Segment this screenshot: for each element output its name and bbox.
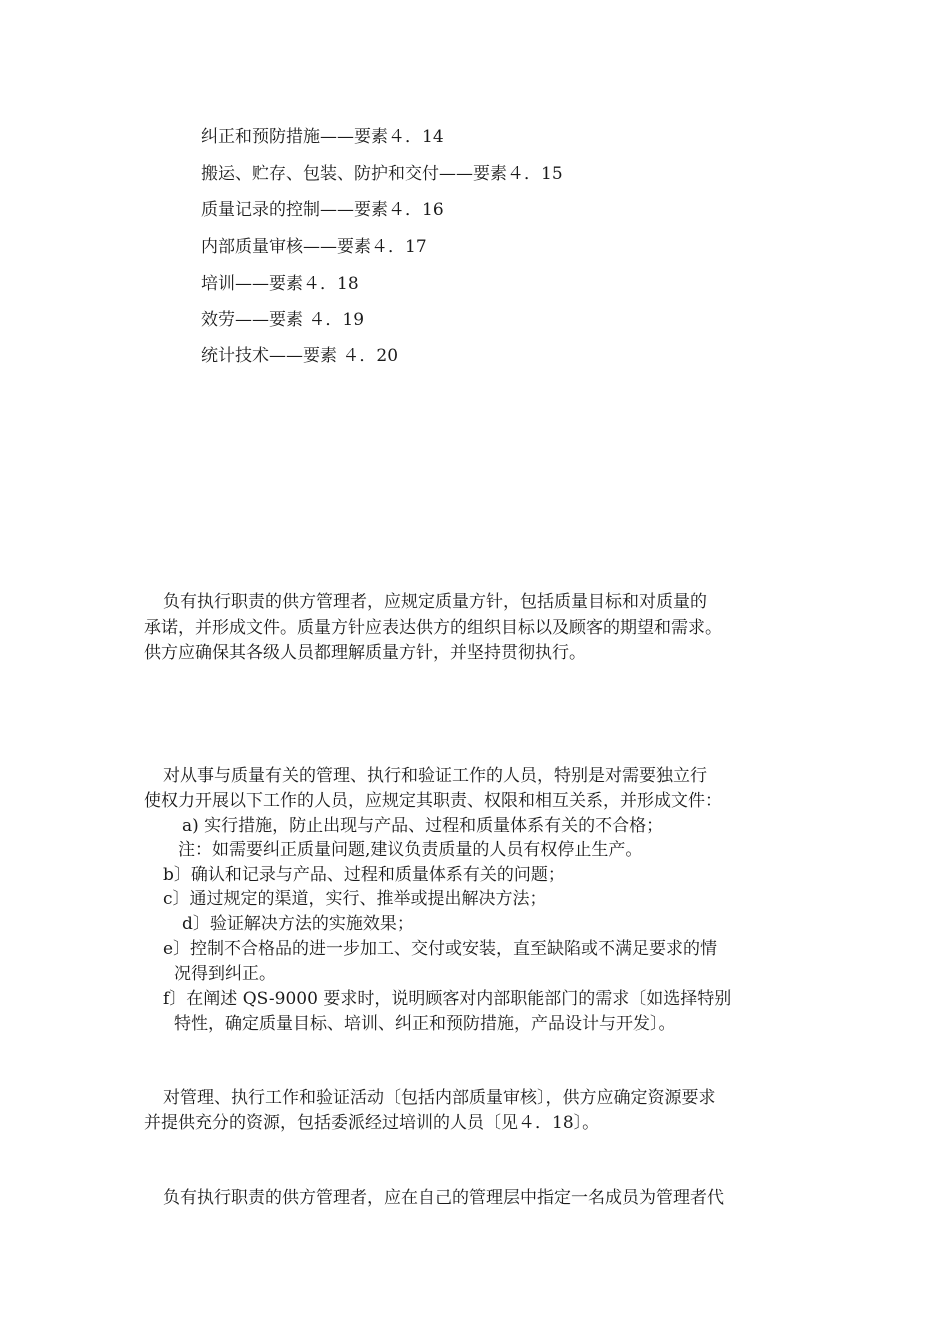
toc-item: 搬运、贮存、包装、防护和交付——要素４．15 <box>201 164 563 184</box>
paragraph-line: 对从事与质量有关的管理、执行和验证工作的人员，特别是对需要独立行 <box>163 766 707 786</box>
paragraph-line: 对管理、执行工作和验证活动〔包括内部质量审核〕，供方应确定资源要求 <box>163 1088 716 1108</box>
list-item-continuation: 况得到纠正。 <box>174 964 276 984</box>
toc-item: 纠正和预防措施——要素４．14 <box>201 127 444 147</box>
paragraph-line: 承诺，并形成文件。质量方针应表达供方的组织目标以及顾客的期望和需求。 <box>144 618 722 638</box>
list-note: 注：如需要纠正质量问题,建议负责质量的人员有权停止生产。 <box>178 840 643 860</box>
list-item: e〕控制不合格品的进一步加工、交付或安装，直至缺陷或不满足要求的情 <box>163 939 718 959</box>
toc-item: 效劳——要素 ４．19 <box>201 310 365 330</box>
toc-item: 培训——要素４．18 <box>201 274 359 294</box>
paragraph-line: 供方应确保其各级人员都理解质量方针，并坚持贯彻执行。 <box>144 643 586 663</box>
toc-item: 统计技术——要素 ４．20 <box>201 346 399 366</box>
list-item: c〕通过规定的渠道，实行、推举或提出解决方法； <box>163 889 547 909</box>
list-item: a) 实行措施，防止出现与产品、过程和质量体系有关的不合格； <box>182 816 664 836</box>
list-item: d〕验证解决方法的实施效果； <box>182 914 414 934</box>
paragraph-line: 负有执行职责的供方管理者，应在自己的管理层中指定一名成员为管理者代 <box>163 1188 724 1208</box>
list-item: f〕在阐述 QS-9000 要求时，说明顾客对内部职能部门的需求〔如选择特别 <box>163 989 732 1009</box>
paragraph-line: 使权力开展以下工作的人员，应规定其职责、权限和相互关系，并形成文件： <box>144 791 722 811</box>
list-item: b〕确认和记录与产品、过程和质量体系有关的问题； <box>163 865 565 885</box>
list-item-continuation: 特性，确定质量目标、培训、纠正和预防措施，产品设计与开发〕。 <box>174 1014 676 1034</box>
toc-item: 质量记录的控制——要素４．16 <box>201 200 444 220</box>
toc-item: 内部质量审核——要素４．17 <box>201 237 427 257</box>
paragraph-line: 并提供充分的资源，包括委派经过培训的人员〔见４．18〕。 <box>144 1113 600 1133</box>
paragraph-line: 负有执行职责的供方管理者，应规定质量方针，包括质量目标和对质量的 <box>163 592 707 612</box>
